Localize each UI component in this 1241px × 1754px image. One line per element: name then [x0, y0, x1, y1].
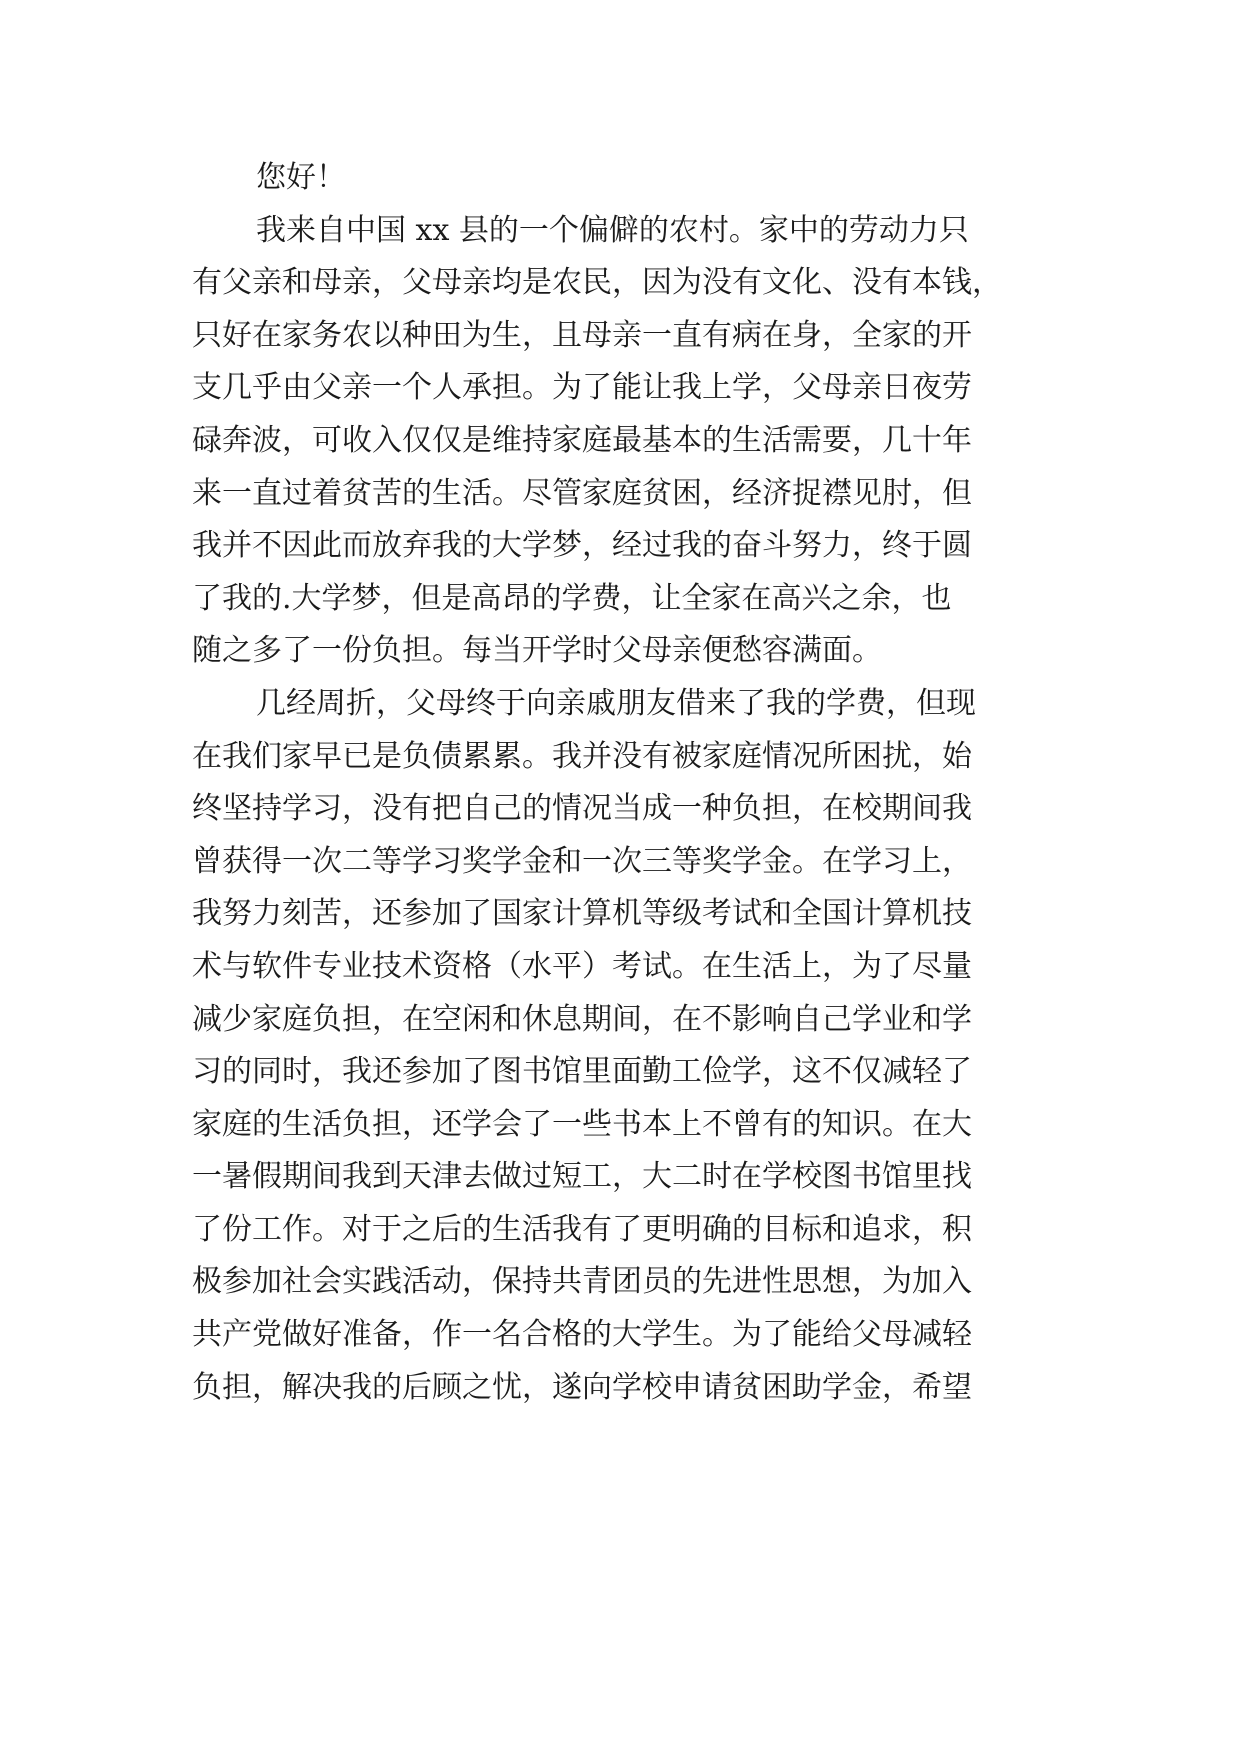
greeting-line: 您好！: [256, 160, 346, 195]
paragraph-2-line-3: 终坚持学习，没有把自己的情况当成一种负担，在校期间我: [192, 791, 972, 827]
paragraph-1-line-4: 支几乎由父亲一个人承担。为了能让我上学，父母亲日夜劳: [192, 370, 972, 406]
paragraph-1-line-7: 我并不因此而放弃我的大学梦，经过我的奋斗努力，终于圆: [192, 528, 972, 564]
paragraph-2-line-12: 极参加社会实践活动，保持共青团员的先进性思想，为加入: [192, 1264, 972, 1300]
paragraph-2-line-6: 术与软件专业技术资格（水平）考试。在生活上，为了尽量: [192, 948, 972, 984]
paragraph-2-line-8: 习的同时，我还参加了图书馆里面勤工俭学，这不仅减轻了: [192, 1054, 972, 1090]
paragraph-2-line-14: 负担，解决我的后顾之忧，遂向学校申请贫困助学金，希望: [192, 1369, 972, 1405]
paragraph-2-line-2: 在我们家早已是负债累累。我并没有被家庭情况所困扰，始: [192, 738, 972, 774]
paragraph-1-line-2: 有父亲和母亲，父母亲均是农民，因为没有文化、没有本钱，: [192, 265, 1002, 301]
paragraph-2-line-5: 我努力刻苦，还参加了国家计算机等级考试和全国计算机技: [192, 896, 972, 932]
paragraph-2-line-11: 了份工作。对于之后的生活我有了更明确的目标和追求，积: [192, 1211, 972, 1247]
paragraph-2-line-10: 一暑假期间我到天津去做过短工，大二时在学校图书馆里找: [192, 1159, 972, 1195]
paragraph-1-line-6: 来一直过着贫苦的生活。尽管家庭贫困，经济捉襟见肘，但: [192, 475, 972, 511]
paragraph-1-line-3: 只好在家务农以种田为生，且母亲一直有病在身，全家的开: [192, 317, 972, 353]
paragraph-2-line-9: 家庭的生活负担，还学会了一些书本上不曾有的知识。在大: [192, 1106, 972, 1142]
paragraph-1-line-5: 碌奔波，可收入仅仅是维持家庭最基本的生活需要，几十年: [192, 422, 972, 458]
paragraph-2-line-7: 减少家庭负担，在空闲和休息期间，在不影响自己学业和学: [192, 1001, 972, 1037]
paragraph-2-line-13: 共产党做好准备，作一名合格的大学生。为了能给父母减轻: [192, 1317, 972, 1353]
paragraph-1-line-1: 我来自中国 xx 县的一个偏僻的农村。家中的劳动力只: [256, 212, 969, 248]
paragraph-2-line-1: 几经周折，父母终于向亲戚朋友借来了我的学费，但现: [256, 685, 976, 721]
paragraph-1-line-9: 随之多了一份负担。每当开学时父母亲便愁容满面。: [192, 633, 882, 669]
paragraph-2-line-4: 曾获得一次二等学习奖学金和一次三等奖学金。在学习上，: [192, 843, 972, 879]
letter-body: [192, 152, 1052, 1414]
paragraph-1-line-8: 了我的.大学梦，但是高昂的学费，让全家在高兴之余，也: [192, 580, 952, 616]
